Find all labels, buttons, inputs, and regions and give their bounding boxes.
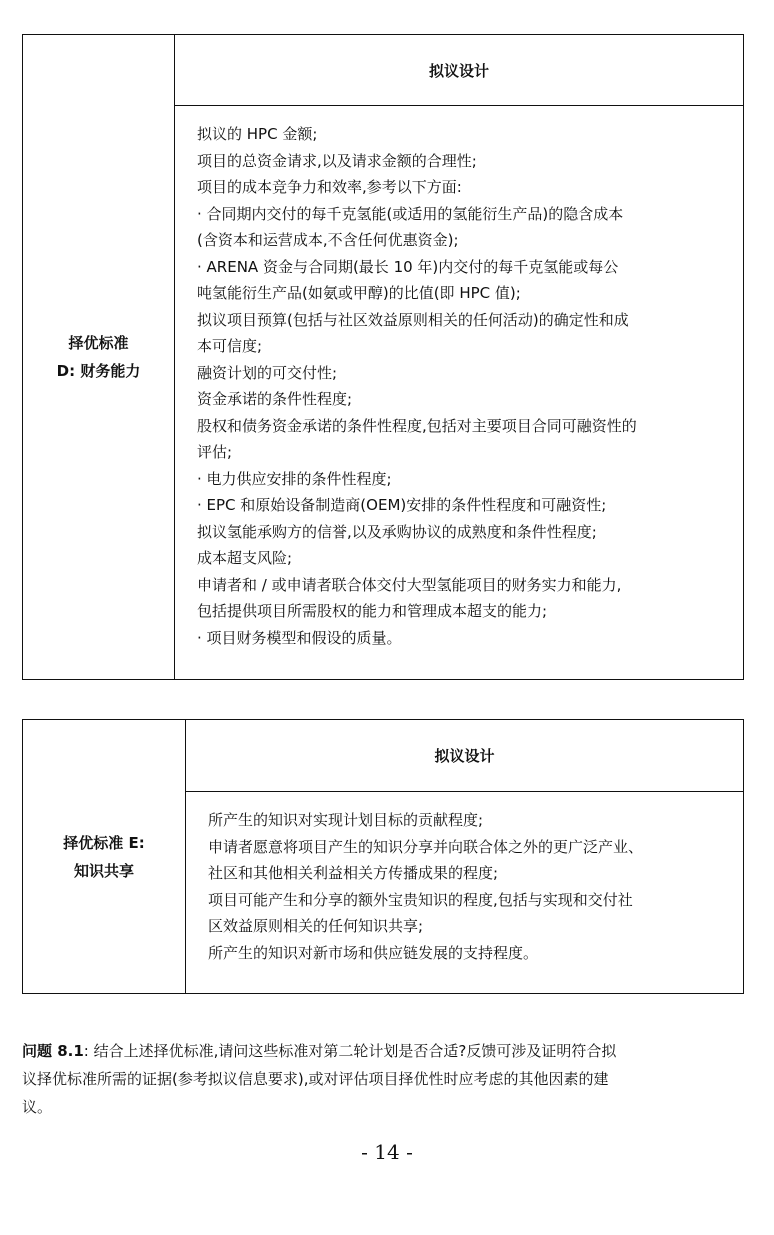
criterion-e-label-line1: 择优标准 E: bbox=[63, 833, 145, 852]
criterion-e-design-column bbox=[186, 720, 743, 993]
criterion-d-line: (含资本和运营成本,不含任何优惠资金); bbox=[197, 231, 459, 249]
criterion-d-line: 申请者和 / 或申请者联合体交付大型氢能项目的财务实力和能力, bbox=[197, 575, 622, 594]
criterion-d-line: · 电力供应安排的条件性程度; bbox=[197, 469, 392, 488]
question-line-1 bbox=[22, 1037, 744, 1065]
criterion-d-line: 吨氢能衍生产品(如氨或甲醇)的比值(即 HPC 值); bbox=[197, 284, 521, 302]
criterion-d-line: 项目的成本竞争力和效率,参考以下方面: bbox=[197, 178, 462, 196]
criterion-d-line: 拟议氢能承购方的信誉,以及承购协议的成熟度和条件性程度; bbox=[197, 522, 597, 541]
criterion-d-line: 融资计划的可交付性; bbox=[197, 363, 338, 382]
criterion-d-label-line2: D: 财务能力 bbox=[56, 362, 141, 380]
criterion-d-line: 本可信度; bbox=[197, 337, 263, 355]
criterion-d-line: 拟议项目预算(包括与社区效益原则相关的任何活动)的确定性和成 bbox=[197, 310, 629, 329]
criterion-d-line: 评估; bbox=[197, 443, 233, 461]
criterion-e-body bbox=[186, 792, 743, 993]
criterion-d-line: · 项目财务模型和假设的质量。 bbox=[197, 628, 402, 647]
criterion-d-line: 成本超支风险; bbox=[197, 549, 293, 567]
criterion-e-label bbox=[63, 829, 144, 885]
criterion-d-label bbox=[57, 329, 141, 385]
criterion-d-line: · 合同期内交付的每千克氢能(或适用的氢能衍生产品)的隐含成本 bbox=[197, 204, 624, 223]
criterion-e-header: 拟议设计 bbox=[186, 720, 743, 792]
criterion-e-line: 社区和其他相关利益相关方传播成果的程度; bbox=[208, 864, 499, 882]
criterion-e-line: 所产生的知识对新市场和供应链发展的支持程度。 bbox=[208, 943, 539, 962]
criterion-d-line: 资金承诺的条件性程度; bbox=[197, 390, 353, 408]
question-line-3: 议。 bbox=[22, 1098, 53, 1116]
criterion-d-label-cell bbox=[23, 35, 175, 679]
criterion-d-table bbox=[22, 34, 744, 680]
criterion-d-line: 拟议的 HPC 金额; bbox=[197, 125, 318, 143]
question-paragraph bbox=[22, 1037, 744, 1121]
page-number: - 14 - bbox=[361, 1140, 413, 1164]
criterion-e-line: 所产生的知识对实现计划目标的贡献程度; bbox=[208, 811, 484, 829]
question-label: 问题 8.1 bbox=[22, 1042, 84, 1060]
criterion-d-line: · ARENA 资金与合同期(最长 10 年)内交付的每千克氢能或每公 bbox=[197, 257, 619, 276]
criterion-d-line: 包括提供项目所需股权的能力和管理成本超支的能力; bbox=[197, 602, 548, 620]
criterion-d-line: · EPC 和原始设备制造商(OEM)安排的条件性程度和可融资性; bbox=[197, 496, 607, 514]
criterion-d-line: 股权和债务资金承诺的条件性程度,包括对主要项目合同可融资性的 bbox=[197, 416, 637, 435]
criterion-e-label-cell bbox=[23, 720, 186, 993]
criterion-e-line: 申请者愿意将项目产生的知识分享并向联合体之外的更广泛产业、 bbox=[208, 837, 644, 856]
criterion-e-table bbox=[22, 719, 744, 994]
question-text-1: : 结合上述择优标准,请问这些标准对第二轮计划是否合适?反馈可涉及证明符合拟 bbox=[83, 1042, 617, 1060]
criterion-d-body bbox=[175, 106, 743, 679]
criterion-d-label-line1: 择优标准 bbox=[68, 334, 129, 352]
criterion-d-line: 项目的总资金请求,以及请求金额的合理性; bbox=[197, 151, 477, 170]
criterion-d-design-column bbox=[175, 35, 743, 679]
criterion-d-header: 拟议设计 bbox=[175, 35, 743, 106]
question-line-2: 议择优标准所需的证据(参考拟议信息要求),或对评估项目择优性时应考虑的其他因素的建 bbox=[22, 1070, 609, 1088]
criterion-e-line: 区效益原则相关的任何知识共享; bbox=[208, 917, 424, 935]
criterion-e-label-line2: 知识共享 bbox=[73, 861, 134, 880]
criterion-e-line: 项目可能产生和分享的额外宝贵知识的程度,包括与实现和交付社 bbox=[208, 890, 633, 909]
